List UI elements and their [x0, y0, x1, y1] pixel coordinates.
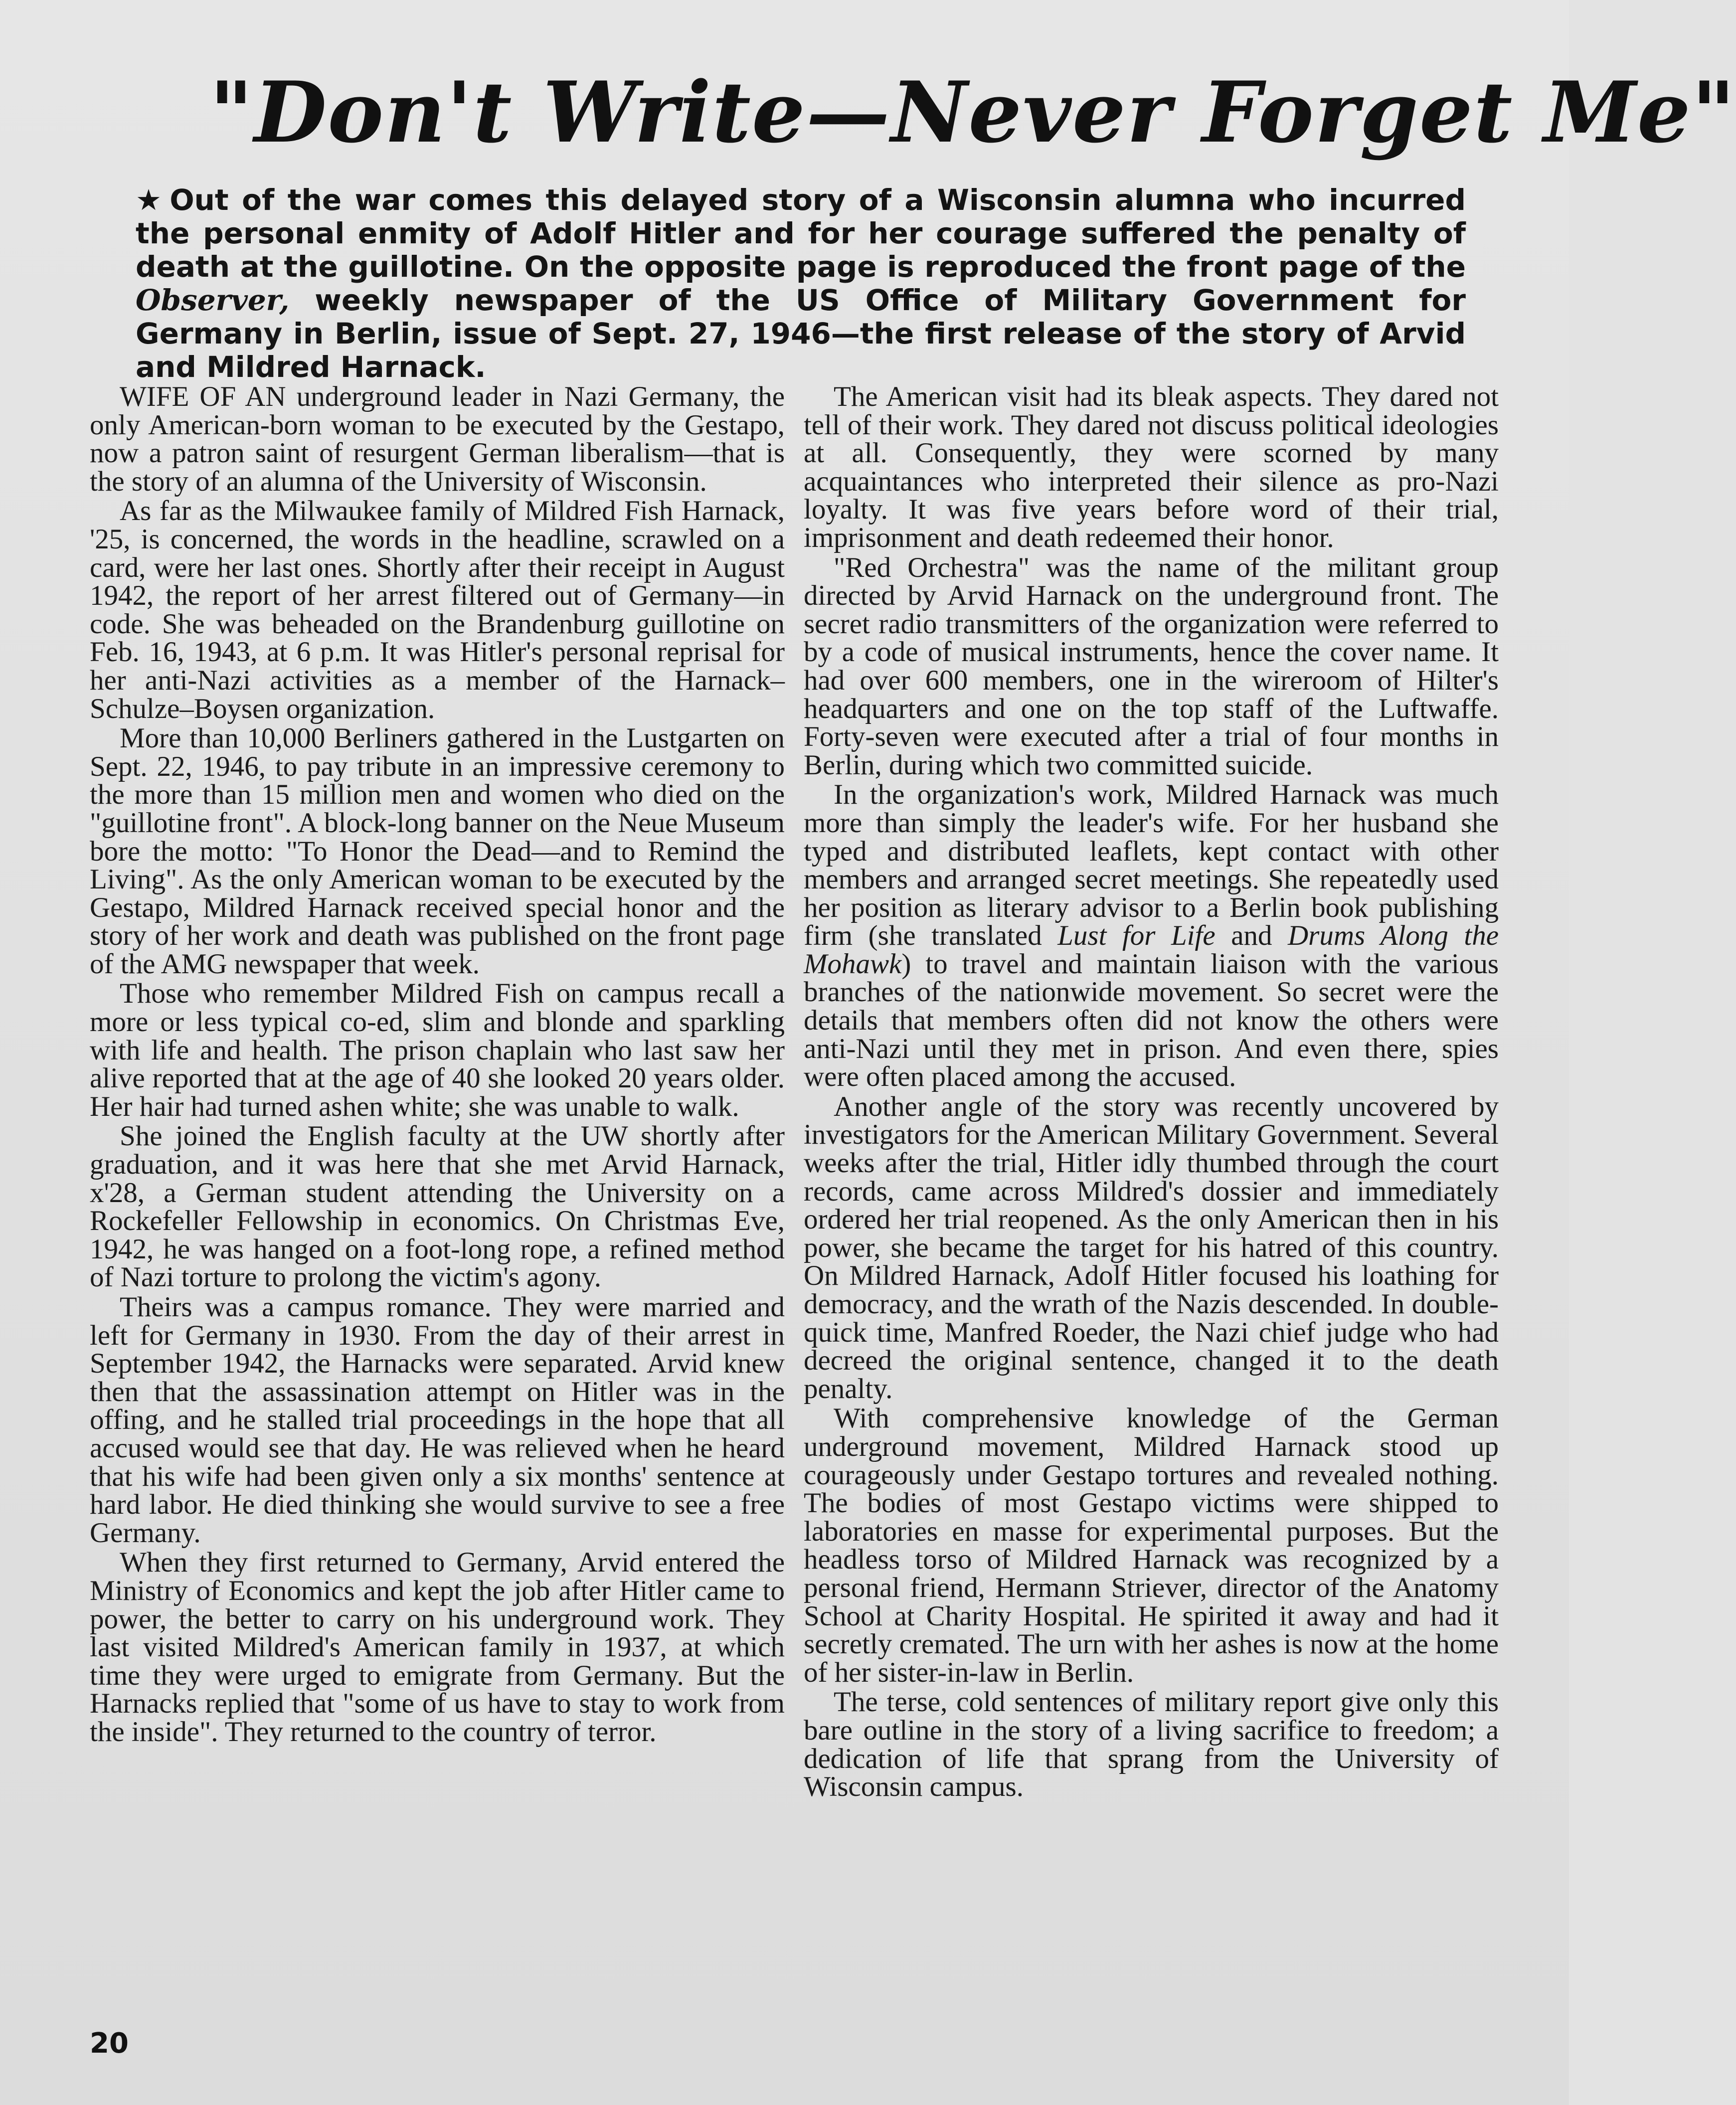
paragraph: "Red Orchestra" was the name of the militant group directed by Arvid Harnack on the underground front. The secret radio transmitters of the organization were referred to by a code of musical instruments, hence the cover name. It had over 600 members, one in the wireroom of Hilter's headquarters and one on the top staff of the Luftwaffe. Forty-seven were executed after a trial of four months in Berlin, during which two committed suicide. — [804, 551, 1499, 781]
publication-name: Observer, — [136, 283, 290, 317]
dek-text-after: weekly newspaper of the US Office of Military Government for Germany in Berlin, issue of Sept. 27, 1946—the first release of the story of Arvid and Mildred Harnack. — [136, 283, 1466, 384]
paragraph: The American visit had its bleak aspects. They dared not tell of their work. They dared not discuss political ideologies at all. Consequently, they were scorned by many acquaintances who interpreted their silence as pro-Nazi loyalty. It was five years before word of their trial, imprisonment and death redeemed their honor. — [804, 381, 1499, 553]
paragraph-text: In the organization's work, Mildred Harnack was much more than simply the leader's wife. For her husband she typed and distributed leaflets, kept contact with other members and arranged secret meetings. She repeatedly used her position as literary advisor to a Berlin book publishing firm (she translated — [804, 779, 1499, 952]
paragraph: WIFE OF AN underground leader in Nazi Germany, the only American-born woman to be executed by the Gestapo, now a patron saint of resurgent German liberalism—that is the story of an alumna of the University of Wisconsin. — [90, 381, 785, 497]
paragraph: With comprehensive knowledge of the German underground movement, Mildred Harnack stood up courageously under Gestapo tortures and revealed nothing. The bodies of most Gestapo victims were shipped to laboratories en masse for experimental purposes. But the headless torso of Mildred Harnack was recognized by a personal friend, Hermann Striever, director of the Anatomy School at Charity Hospital. He spirited it away and had it secretly cremated. The urn with her ashes is now at the home of her sister-in-law in Berlin. — [804, 1403, 1499, 1688]
paragraph: As far as the Milwaukee family of Mildred Fish Harnack, '25, is concerned, the words in the headline, scrawled on a card, were her last ones. Shortly after their receipt in August 1942, the report of her arrest filtered out of Germany—in code. She was beheaded on the Brandenburg guillotine on Feb. 16, 1943, at 6 p.m. It was Hitler's personal reprisal for her anti-Nazi activities as a member of the Harnack–Schulze–Boysen organization. — [90, 495, 785, 724]
paragraph: Another angle of the story was recently uncovered by investigators for the American Military Government. Several weeks after the trial, Hitler idly thumbed through the court records, came across Mildred's dossier and immediately ordered her trial reopened. As the only American then in his power, she became the target for his hatred of this country. On Mildred Harnack, Adolf Hitler focused his loathing for democracy, and the wrath of the Nazis descended. In double-quick time, Manfred Roeder, the Nazi chief judge who had decreed the original sentence, changed it to the death penalty. — [804, 1090, 1499, 1404]
article-title: "Don't Write—Never Forget Me" — [209, 63, 1736, 162]
paragraph: The terse, cold sentences of military report give only this bare outline in the story of a living sacrifice to freedom; a dedication of life that sprang from the University of Wisconsin campus. — [804, 1686, 1499, 1803]
star-icon: ★ — [136, 183, 165, 217]
book-title: Lust for Life — [1057, 920, 1215, 952]
left-column — [90, 383, 785, 1747]
dek-text-before: Out of the war comes this delayed story of a Wisconsin alumna who incurred the personal enmity of Adolf Hitler and for her courage suffered the penalty of death at the guillotine. On the opposite page is reproduced the front page of the — [136, 183, 1466, 284]
book-title: Drums Along the Mohawk — [804, 920, 1499, 980]
paragraph: When they first returned to Germany, Arvid entered the Ministry of Economics and kept the job after Hitler came to power, the better to carry on his underground work. They last visited Mildred's American family in 1937, at which time they were urged to emigrate from Germany. But the Harnacks replied that "some of us have to stay to work from the inside". They returned to the country of terror. — [90, 1547, 785, 1748]
right-column — [804, 383, 1499, 1801]
paragraph-text: ) to travel and maintain liaison with the various branches of the nationwide movement. So secret were the details that members often did not know the others were anti-Nazi until they met in prison. And even there, spies were often placed among the accused. — [804, 948, 1499, 1093]
paragraph — [804, 781, 1499, 1091]
paragraph: She joined the English faculty at the UW shortly after graduation, and it was here that she met Arvid Harnack, x'28, a German student attending the University on a Rockefeller Fellowship in economics. On Christmas Eve, 1942, he was hanged on a foot-long rope, a refined method of Nazi torture to prolong the victim's agony. — [90, 1120, 785, 1293]
page-number: 20 — [90, 2027, 129, 2060]
article-dek — [136, 183, 1466, 384]
paragraph-text: and — [1215, 920, 1288, 952]
paragraph: Theirs was a campus romance. They were married and left for Germany in 1930. From the day of their arrest in September 1942, the Harnacks were separated. Arvid knew then that the assassination attempt on Hitler was in the offing, and he stalled trial proceedings in the hope that all accused would see that day. He was relieved when he heard that his wife had been given only a six months' sentence at hard labor. He died thinking she would survive to see a free Germany. — [90, 1291, 785, 1549]
paragraph: Those who remember Mildred Fish on campus recall a more or less typical co-ed, slim and blonde and sparkling with life and health. The prison chaplain who last saw her alive reported that at the age of 40 she looked 20 years older. Her hair had turned ashen white; she was unable to walk. — [90, 978, 785, 1122]
paragraph: More than 10,000 Berliners gathered in the Lustgarten on Sept. 22, 1946, to pay tribute in an impressive ceremony to the more than 15 million men and women who died on the "guillotine front". A block-long banner on the Neue Museum bore the motto: "To Honor the Dead—and to Remind the Living". As the only American woman to be executed by the Gestapo, Mildred Harnack received special honor and the story of her work and death was published on the front page of the AMG newspaper that week. — [90, 722, 785, 980]
